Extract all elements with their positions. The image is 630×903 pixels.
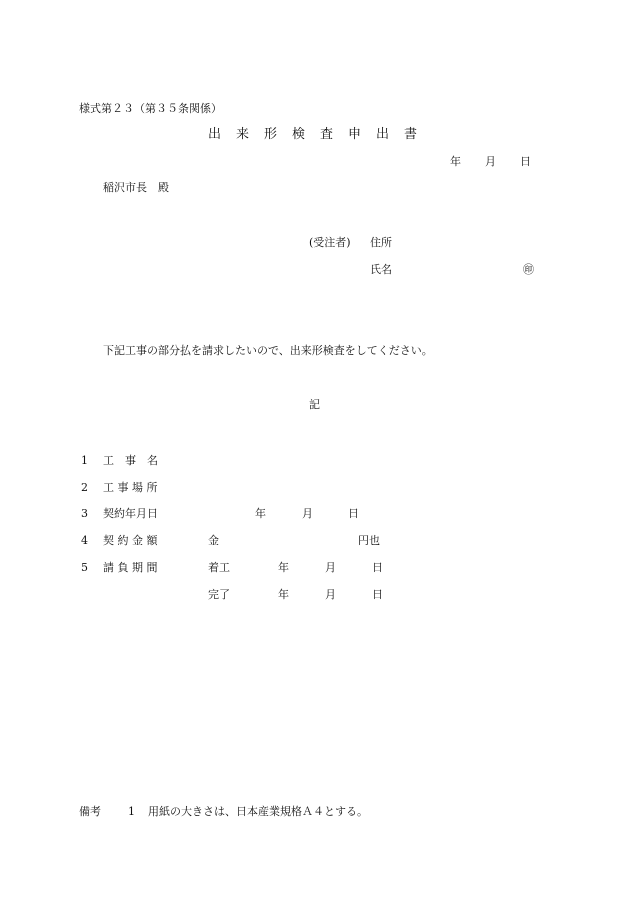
request-text: 下記工事の部分払を請求したいので、出来形検査をしてください。 [103, 344, 433, 357]
amount-prefix: 金 [208, 534, 219, 547]
item-number: 3 [81, 507, 88, 520]
title-char: 出 [376, 127, 390, 142]
applicant-role: (受注者) [309, 236, 351, 249]
form-number: 様式第２３（第３５条関係） [79, 102, 222, 115]
item-label: 工 事 名 [103, 454, 158, 467]
title-char: 検 [292, 127, 306, 142]
period-start-year: 年 [278, 561, 289, 574]
item-number: 4 [81, 534, 88, 547]
period-start-label: 着工 [208, 561, 230, 574]
date-year: 年 [450, 155, 461, 168]
addressee: 稲沢市長 殿 [103, 181, 169, 194]
title-char: 査 [320, 127, 334, 142]
item-label: 請 負 期 間 [103, 561, 158, 574]
item-number: 5 [81, 561, 88, 574]
title-char: 書 [404, 127, 418, 142]
amount-suffix: 円也 [358, 534, 380, 547]
date-day: 日 [520, 155, 531, 168]
remarks-number: 1 [128, 805, 135, 818]
item-number: 1 [81, 454, 88, 467]
title-char: 来 [236, 127, 250, 142]
remarks-label: 備考 [79, 805, 101, 818]
address-label: 住所 [370, 236, 392, 249]
contract-month: 月 [302, 507, 313, 520]
ki-heading: 記 [309, 398, 320, 411]
contract-day: 日 [348, 507, 359, 520]
item-number: 2 [81, 481, 88, 494]
period-start-month: 月 [325, 561, 336, 574]
title-char: 申 [348, 127, 362, 142]
item-label: 契約年月日 [103, 507, 158, 520]
title-char: 形 [264, 127, 278, 142]
item-label: 契 約 金 額 [103, 534, 158, 547]
seal-mark: ㊞ [523, 263, 534, 276]
item-label: 工 事 場 所 [103, 481, 158, 494]
title-char: 出 [208, 127, 222, 142]
date-month: 月 [485, 155, 496, 168]
remarks-text: 用紙の大きさは、日本産業規格Ａ４とする。 [148, 805, 368, 818]
name-label: 氏名 [370, 263, 392, 276]
period-end-label: 完了 [208, 588, 230, 601]
period-end-month: 月 [325, 588, 336, 601]
period-start-day: 日 [372, 561, 383, 574]
contract-year: 年 [255, 507, 266, 520]
document-title [208, 128, 432, 141]
period-end-day: 日 [372, 588, 383, 601]
period-end-year: 年 [278, 588, 289, 601]
